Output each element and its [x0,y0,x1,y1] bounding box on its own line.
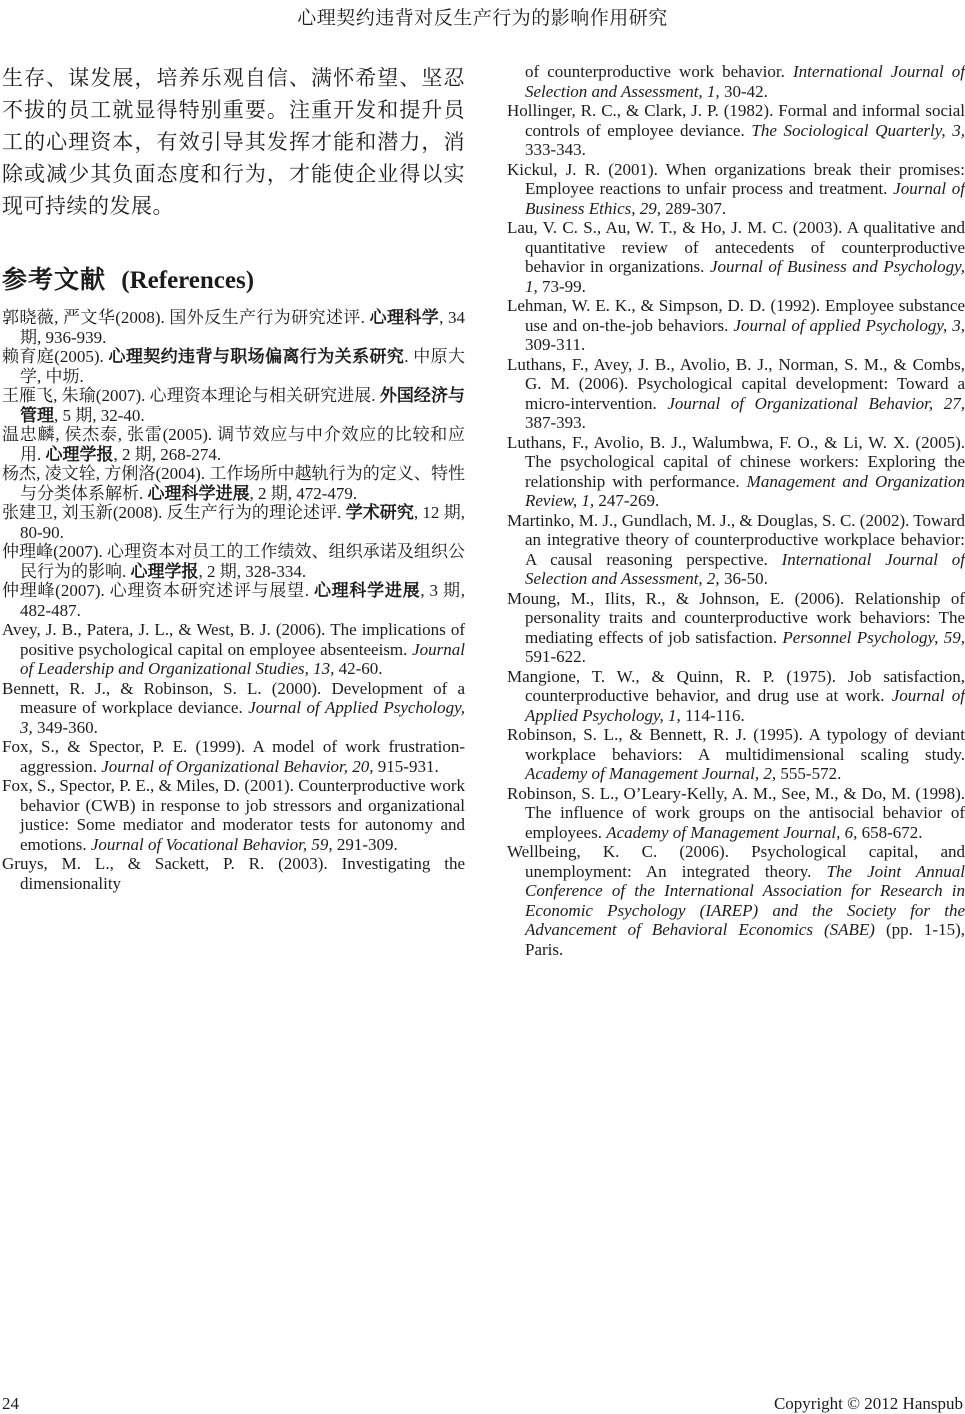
reference-list-right [507,62,965,959]
reference-entry: Mangione, T. W., & Quinn, R. P. (1975). Job satisfaction, counterproductive behavior, and drug use at work. Journal of Applied Psychology, 1, 114-116. [507,666,965,725]
reference-entry: Avey, J. B., Patera, J. L., & West, B. J. (2006). The implications of positive psychological capital on employee absenteeism. Journal of Leadership and Organizational Studies, 13, 42-60. [2,620,465,678]
reference-entry: Lau, V. C. S., Au, W. T., & Ho, J. M. C. (2003). A qualitative and quantitative review of antecedents of counterproductive behavior in organizations. Journal of Business and Psychology, 1, 73-99. [507,218,965,296]
page-number: 24 [2,1394,19,1413]
reference-entry: Kickul, J. R. (2001). When organizations break their promises: Employee reactions to unfair process and treatment. Journal of Business Ethics, 29, 289-307. [507,159,965,218]
reference-list-left [2,308,465,893]
reference-entry: 郭晓薇, 严文华(2008). 国外反生产行为研究述评. 心理科学, 34 期, 936-939. [2,308,466,347]
reference-entry: of counterproductive work behavior. International Journal of Selection and Assessment, 1, 30-42. [525,62,965,101]
reference-entry: Moung, M., Ilits, R., & Johnson, E. (2006). Relationship of personality traits and counterproductive work behaviors: The mediating effects of job satisfaction. Personnel Psychology, 59, 591-622. [507,588,965,666]
reference-entry: Bennett, R. J., & Robinson, S. L. (2000). Development of a measure of workplace deviance. Journal of Applied Psychology, 3, 349-360. [2,678,465,737]
reference-entry: Martinko, M. J., Gundlach, M. J., & Douglas, S. C. (2002). Toward an integrative theory of counterproductive workplace behavior: A causal reasoning perspective. International Journal of Selection and Assessment, 2, 36-50. [507,510,965,588]
reference-entry: 温忠麟, 侯杰泰, 张雷(2005). 调节效应与中介效应的比较和应用. 心理学报, 2 期, 268-274. [2,425,465,464]
references-heading-zh: 参考文献 [2,266,107,294]
reference-entry: Luthans, F., Avolio, B. J., Walumbwa, F. O., & Li, W. X. (2005). The psychological capital of chinese workers: Exploring the relationship with performance. Management and Organization Review, 1, 247-269. [507,432,965,510]
reference-entry: 王雁飞, 朱瑜(2007). 心理资本理论与相关研究进展. 外国经济与管理, 5 期, 32-40. [2,386,465,425]
reference-entry: Wellbeing, K. C. (2006). Psychological capital, and unemployment: An integrated theory. The Joint Annual Conference of the International Association for Research in Economic Psychology (IAREP) and the Society for the Advancement of Behavioral Economics (SABE) (pp. 1-15), Paris. [507,842,965,959]
right-column [507,62,965,959]
reference-entry: Lehman, W. E. K., & Simpson, D. D. (1992). Employee substance use and on-the-job behaviors. Journal of applied Psychology, 3, 309-311. [507,296,965,354]
copyright-notice: Copyright © 2012 Hanspub [773,1394,963,1413]
reference-entry: 仲理峰(2007). 心理资本对员工的工作绩效、组织承诺及组织公民行为的影响. 心理学报, 2 期, 328-334. [2,542,465,581]
reference-entry: Fox, S., & Spector, P. E. (1999). A model of work frustration-aggression. Journal of Organizational Behavior, 20, 915-931. [2,737,465,776]
page-footer [2,1394,963,1413]
reference-entry: 赖育庭(2005). 心理契约违背与职场偏离行为关系研究. 中原大学, 中坜. [2,347,466,386]
reference-entry: 杨杰, 凌文辁, 方俐洛(2004). 工作场所中越轨行为的定义、特性与分类体系解析. 心理科学进展, 2 期, 472-479. [2,464,465,503]
reference-entry: 仲理峰(2007). 心理资本研究述评与展望. 心理科学进展, 3 期, 482-487. [2,581,466,620]
paper-title: 心理契约违背对反生产行为的影响作用研究 [297,8,668,29]
body-paragraph: 生存、谋发展，培养乐观自信、满怀希望、坚忍不拔的员工就显得特别重要。注重开发和提升员工的心理资本，有效引导其发挥才能和潜力，消除或减少其负面态度和行为，才能使企业得以实现可持续的发展。 [2,66,465,218]
reference-entry: Fox, S., Spector, P. E., & Miles, D. (2001). Counterproductive work behavior (CWB) in response to job stressors and organizational justice: Some mediator and moderator tests for autonomy and emotions. Journal of Vocational Behavior, 59, 291-309. [2,776,465,854]
left-column [2,62,465,959]
reference-entry: Gruys, M. L., & Sackett, P. R. (2003). Investigating the dimensionality [2,854,465,893]
reference-entry: Hollinger, R. C., & Clark, J. P. (1982). Formal and informal social controls of employee deviance. The Sociological Quarterly, 3, 333-343. [507,101,965,159]
references-heading-en: (References) [121,267,255,294]
reference-entry: Luthans, F., Avey, J. B., Avolio, B. J., Norman, S. M., & Combs, G. M. (2006). Psychological capital development: Toward a micro-intervention. Journal of Organizational Behavior, 27, 387-393. [507,354,965,432]
two-column-body [0,62,965,959]
reference-entry: Robinson, S. L., O’Leary-Kelly, A. M., See, M., & Do, M. (1998). The influence of work groups on the antisocial behavior of employees. Academy of Management Journal, 6, 658-672. [507,783,965,842]
references-heading [2,266,465,295]
reference-entry: 张建卫, 刘玉新(2008). 反生产行为的理论述评. 学术研究, 12 期, 80-90. [2,503,466,542]
running-head [0,0,965,30]
reference-entry: Robinson, S. L., & Bennett, R. J. (1995). A typology of deviant workplace behaviors: A multidimensional scaling study. Academy of Management Journal, 2, 555-572. [507,725,965,783]
